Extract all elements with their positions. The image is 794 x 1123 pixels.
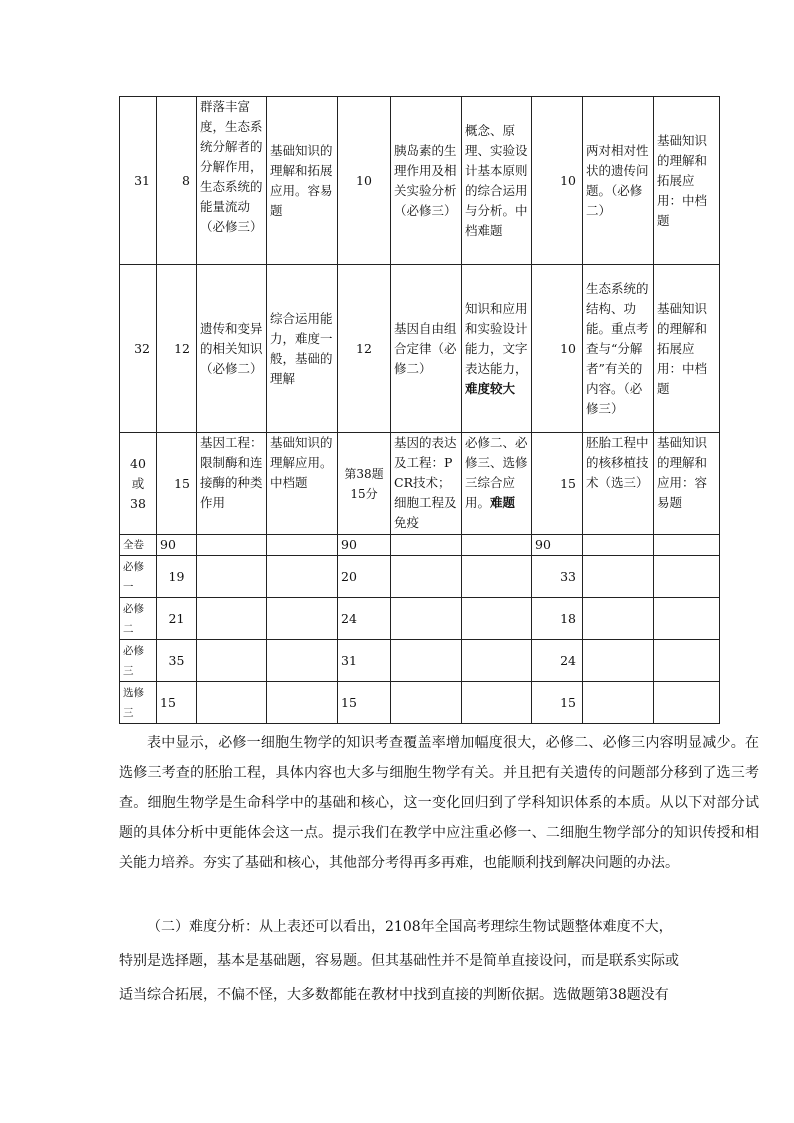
summary-label: 选修三: [120, 682, 157, 724]
ability-cell: 基础知识的理解和拓展应用：中档题: [654, 97, 720, 265]
score: 第38题15分: [338, 433, 391, 535]
summary-row: [120, 556, 720, 598]
topic-cell: 基因工程：限制酶和连接酶的种类作用: [197, 433, 267, 535]
ability-cell: 基础知识的理解和拓展应用。容易题: [267, 97, 338, 265]
score: 10: [338, 97, 391, 265]
topic-cell: 遗传和变异的相关知识（必修二）: [197, 265, 267, 433]
analysis-paragraph: 表中显示，必修一细胞生物学的知识考查覆盖率增加幅度很大，必修二、必修三内容明显减少。在选修三考查的胚胎工程，具体内容也大多与细胞生物学有关。并且把有关遗传的问题部分移到了选三考查。细胞生物学是生命科学中的基础和核心，这一变化回归到了学科知识体系的本质。从以下对部分试题的具体分析中更能体会这一点。提示我们在教学中应注重必修一、二细胞生物学部分的知识传授和相关能力培养。夯实了基础和核心，其他部分考得再多再难，也能顺利找到解决问题的办法。: [119, 735, 759, 871]
summary-label: 必修二: [120, 598, 157, 640]
ability-cell: 基础知识的理解和应用：容易题: [654, 433, 720, 535]
summary-label: 必修三: [120, 640, 157, 682]
summary-row: [120, 640, 720, 682]
score: 10: [532, 265, 583, 433]
ability-cell: 综合运用能力，难度一般，基础的理解: [267, 265, 338, 433]
difficulty-analysis-line: （二）难度分析：从上表还可以看出，2108年全国高考理综生物试题整体难度不大，: [147, 919, 673, 935]
summary-value: 24: [532, 640, 583, 682]
summary-value: 90: [532, 535, 583, 556]
score: 12: [338, 265, 391, 433]
summary-value: 19: [157, 556, 197, 598]
topic-cell: 基因的表达及工程：PCR技术；细胞工程及免疫: [391, 433, 462, 535]
ability-cell: [462, 265, 532, 433]
score: 12: [157, 265, 197, 433]
score: 10: [532, 97, 583, 265]
ability-cell: 概念、原理、实验设计基本原则的综合运用与分析。中档难题: [462, 97, 532, 265]
summary-value: 24: [338, 598, 391, 640]
difficulty-text: 难题: [490, 495, 516, 510]
table-row: [120, 97, 720, 265]
summary-value: 15: [532, 682, 583, 724]
summary-row: [120, 535, 720, 556]
summary-value: 90: [157, 535, 197, 556]
summary-label: 必修一: [120, 556, 157, 598]
score: 15: [157, 433, 197, 535]
topic-cell: 基因自由组合定律（必修二）: [391, 265, 462, 433]
table-row: [120, 433, 720, 535]
summary-value: 18: [532, 598, 583, 640]
summary-value: 90: [338, 535, 391, 556]
ability-cell: [462, 433, 532, 535]
topic-cell: 群落丰富度，生态系统分解者的分解作用，生态系统的能量流动（必修三）: [197, 97, 267, 265]
summary-row: [120, 598, 720, 640]
exam-analysis-table: [119, 96, 720, 724]
score: 8: [157, 97, 197, 265]
difficulty-analysis-line: 适当综合拓展，不偏不怪，大多数都能在教材中找到直接的判断依据。选做题第38题没有: [119, 987, 669, 1003]
summary-value: 33: [532, 556, 583, 598]
topic-cell: 两对相对性状的遗传问题。（必修二）: [583, 97, 654, 265]
summary-value: 15: [338, 682, 391, 724]
ability-cell: 基础知识的理解应用。中档题: [267, 433, 338, 535]
question-number: 32: [120, 265, 157, 433]
ability-text: 知识和应用和实验设计能力，文字表达能力，: [465, 300, 528, 376]
summary-value: 20: [338, 556, 391, 598]
summary-label: 全卷: [120, 535, 157, 556]
topic-cell: 生态系统的结构、功能。重点考查与“分解者”有关的内容。（必修三）: [583, 265, 654, 433]
difficulty-analysis-line: 特别是选择题，基本是基础题，容易题。但其基础性并不是简单直接设问，而是联系实际或: [119, 953, 679, 969]
table-row: [120, 265, 720, 433]
summary-row: [120, 682, 720, 724]
ability-cell: 基础知识的理解和拓展应用：中档题: [654, 265, 720, 433]
summary-value: 35: [157, 640, 197, 682]
question-number: 31: [120, 97, 157, 265]
summary-value: 31: [338, 640, 391, 682]
score: 15: [532, 433, 583, 535]
summary-value: 15: [157, 682, 197, 724]
question-number: 40或38: [120, 433, 157, 535]
difficulty-text: 难度较大: [465, 380, 516, 396]
topic-cell: 胚胎工程中的核移植技术（选三）: [583, 433, 654, 535]
ability-text: 必修二、必修三、选修三综合应用。: [465, 435, 528, 510]
topic-cell: 胰岛素的生理作用及相关实验分析（必修三）: [391, 97, 462, 265]
summary-value: 21: [157, 598, 197, 640]
